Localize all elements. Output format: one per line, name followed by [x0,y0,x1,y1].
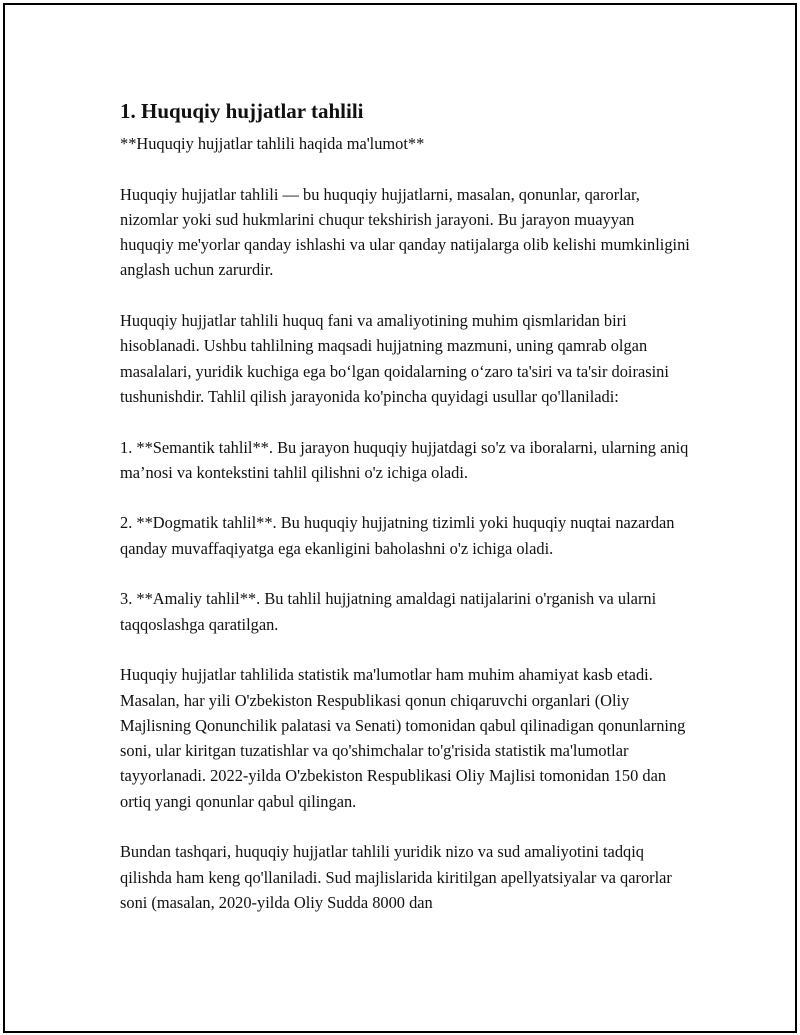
document-body [120,97,690,941]
list-item-semantic: 1. **Semantik tahlil**. Bu jarayon huquqiy hujjatdagi so'z va iboralarni, ularning aniq ma’nosi va kontekstini tahlil qilishni o'z ichiga oladi. [120,437,689,482]
document-page [3,3,797,1033]
document-subheading: **Huquqiy hujjatlar tahlili haqida ma'lumot** [120,134,425,153]
paragraph-intro: Huquqiy hujjatlar tahlili — bu huquqiy hujjatlarni, masalan, qonunlar, qarorlar, nizomlar yoki sud hukmlarini chuqur tekshirish jarayoni. Bu jarayon muayyan huquqiy me'yorlar qanday ishlashi va ular qanday natijalarga olib kelishi mumkinligini anglash uchun zarurdir. [120,184,690,280]
paragraph-statistics: Huquqiy hujjatlar tahlilida statistik ma'lumotlar ham muhim ahamiyat kasb etadi. Masalan, har yili O'zbekiston Respublikasi qonun chiqaruvchi organlari (Oliy Majlisning Qonunchilik palatasi va Senati) tomonidan qabul qilinadigan qonunlarning soni, ular kiritgan tuzatishlar va qo'shimchalar to'g'risida statistik ma'lumotlar tayyorlanadi. 2022-yilda O'zbekiston Respublikasi Oliy Majlisi tomonidan 150 dan ortiq yangi qonunlar qabul qilingan. [120,665,686,811]
list-item-dogmatic: 2. **Dogmatik tahlil**. Bu huquqiy hujjatning tizimli yoki huquqiy nuqtai nazardan qanday muvaffaqiyatga ega ekanligini baholashni o'z ichiga oladi. [120,513,675,558]
list-item-practical: 3. **Amaliy tahlil**. Bu tahlil hujjatning amaldagi natijalarini o'rganish va ularni taqqoslashga qaratilgan. [120,589,657,634]
paragraph-purpose: Huquqiy hujjatlar tahlili huquq fani va amaliyotining muhim qismlaridan biri hisoblanadi. Ushbu tahlilning maqsadi hujjatning mazmuni, uning qamrab olgan masalalari, yuridik kuchiga ega bo‘lgan qoidalarning o‘zaro ta'siri va ta'sir doirasini tushunishdir. Tahlil qilish jarayonida ko'pincha quyidagi usullar qo'llaniladi: [120,311,669,406]
paragraph-court-practice: Bundan tashqari, huquqiy hujjatlar tahlili yuridik nizo va sud amaliyotini tadqiq qilishda ham keng qo'llaniladi. Sud majlislarida kiritilgan apellyatsiyalar va qarorlar soni (masalan, 2020-yilda Oliy Sudda 8000 dan [120,842,672,912]
document-title: 1. Huquqiy hujjatlar tahlili [120,99,364,123]
